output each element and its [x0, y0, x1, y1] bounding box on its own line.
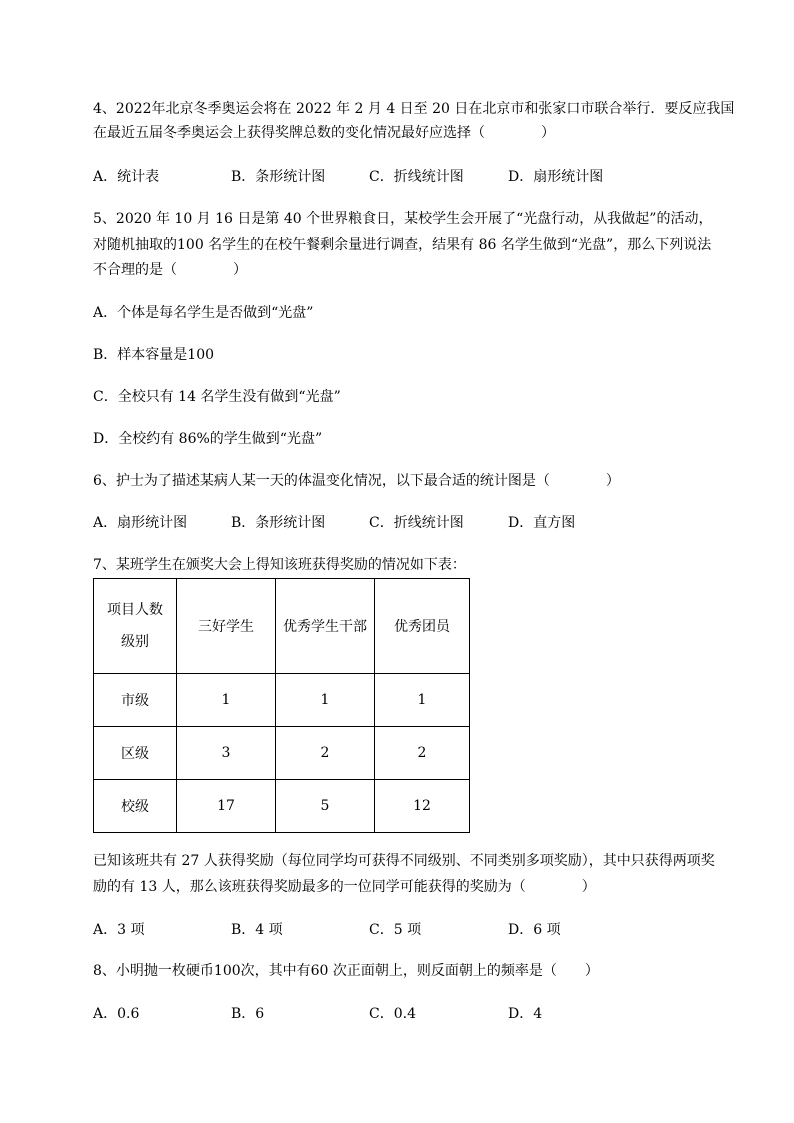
table-row-label: 区级: [94, 727, 177, 780]
q7-option-b: B．4 项: [231, 922, 283, 938]
q7-stem-line2: 已知该班共有 27 人获得奖励（每位同学均可获得不同级别、不同类别多项奖励），其中只获得两项奖: [93, 853, 715, 869]
table-header-cell: 优秀学生干部: [276, 579, 375, 674]
q5-option-a: A．个体是每名学生是否做到“光盘”: [93, 305, 314, 321]
table-row: [94, 780, 470, 833]
awards-table: [93, 578, 470, 833]
q5-option-c: C．全校只有 14 名学生没有做到“光盘”: [93, 389, 341, 405]
q8-stem-line1: 8、小明抛一枚硬币100次，其中有60 次正面朝上，则反面朝上的频率是（ ）: [93, 963, 599, 979]
table-corner-cell: [94, 579, 177, 674]
q5-option-d: D．全校约有 86%的学生做到“光盘”: [93, 431, 323, 447]
table-cell: 1: [375, 674, 470, 727]
table-cell: 2: [276, 727, 375, 780]
table-row: [94, 674, 470, 727]
q5-stem-line1: 5、2020 年 10 月 16 日是第 40 个世界粮食日，某校学生会开展了“光盘行动，从我做起”的活动，: [93, 211, 713, 227]
q5-option-b: B．样本容量是100: [93, 347, 215, 363]
table-row-label: 校级: [94, 780, 177, 833]
corner-label-bottom: 级别: [121, 634, 149, 650]
q8-option-b: B．6: [231, 1006, 265, 1022]
q4-option-d: D．扇形统计图: [508, 169, 604, 185]
q7-stem-line3: 励的有 13 人，那么该班获得奖励最多的一位同学可能获得的奖励为（ ）: [93, 879, 596, 895]
q5-stem-line3: 不合理的是（ ）: [93, 262, 247, 278]
q6-stem-line1: 6、护士为了描述某病人某一天的体温变化情况，以下最合适的统计图是（ ）: [93, 473, 620, 489]
q6-option-c: C．折线统计图: [369, 515, 464, 531]
q6-option-a: A．扇形统计图: [93, 515, 188, 531]
q4-stem-line1: 4、2022年北京冬季奥运会将在 2022 年 2 月 4 日至 20 日在北京市和张家口市联合举行．要反应我国: [93, 101, 735, 117]
q8-option-d: D．4: [508, 1006, 543, 1022]
table-row: [94, 727, 470, 780]
table-cell: 17: [177, 780, 276, 833]
q7-option-d: D．6 项: [508, 922, 561, 938]
table-header-cell: 三好学生: [177, 579, 276, 674]
q7-option-c: C．5 项: [369, 922, 422, 938]
table-header-cell: 优秀团员: [375, 579, 470, 674]
table-cell: 2: [375, 727, 470, 780]
q7-option-a: A．3 项: [93, 922, 145, 938]
q7-stem-line1: 7、某班学生在颁奖大会上得知该班获得奖励的情况如下表：: [93, 557, 466, 573]
table-row-label: 市级: [94, 674, 177, 727]
table-header-row: [94, 579, 470, 674]
table-cell: 1: [177, 674, 276, 727]
q8-option-a: A．0.6: [93, 1006, 140, 1022]
q6-option-b: B．条形统计图: [231, 515, 326, 531]
q4-option-a: A．统计表: [93, 169, 160, 185]
q8-option-c: C．0.4: [369, 1006, 416, 1022]
table-cell: 3: [177, 727, 276, 780]
table-cell: 12: [375, 780, 470, 833]
corner-label-top: 项目人数: [107, 602, 163, 618]
q4-option-b: B．条形统计图: [231, 169, 326, 185]
table-cell: 1: [276, 674, 375, 727]
q5-stem-line2: 对随机抽取的100 名学生的在校午餐剩余量进行调查，结果有 86 名学生做到“光盘”，那么下列说法: [93, 237, 712, 253]
q4-stem-line2: 在最近五届冬季奥运会上获得奖牌总数的变化情况最好应选择（ ）: [93, 125, 555, 141]
q4-option-c: C．折线统计图: [369, 169, 464, 185]
table-cell: 5: [276, 780, 375, 833]
q6-option-d: D．直方图: [508, 515, 576, 531]
